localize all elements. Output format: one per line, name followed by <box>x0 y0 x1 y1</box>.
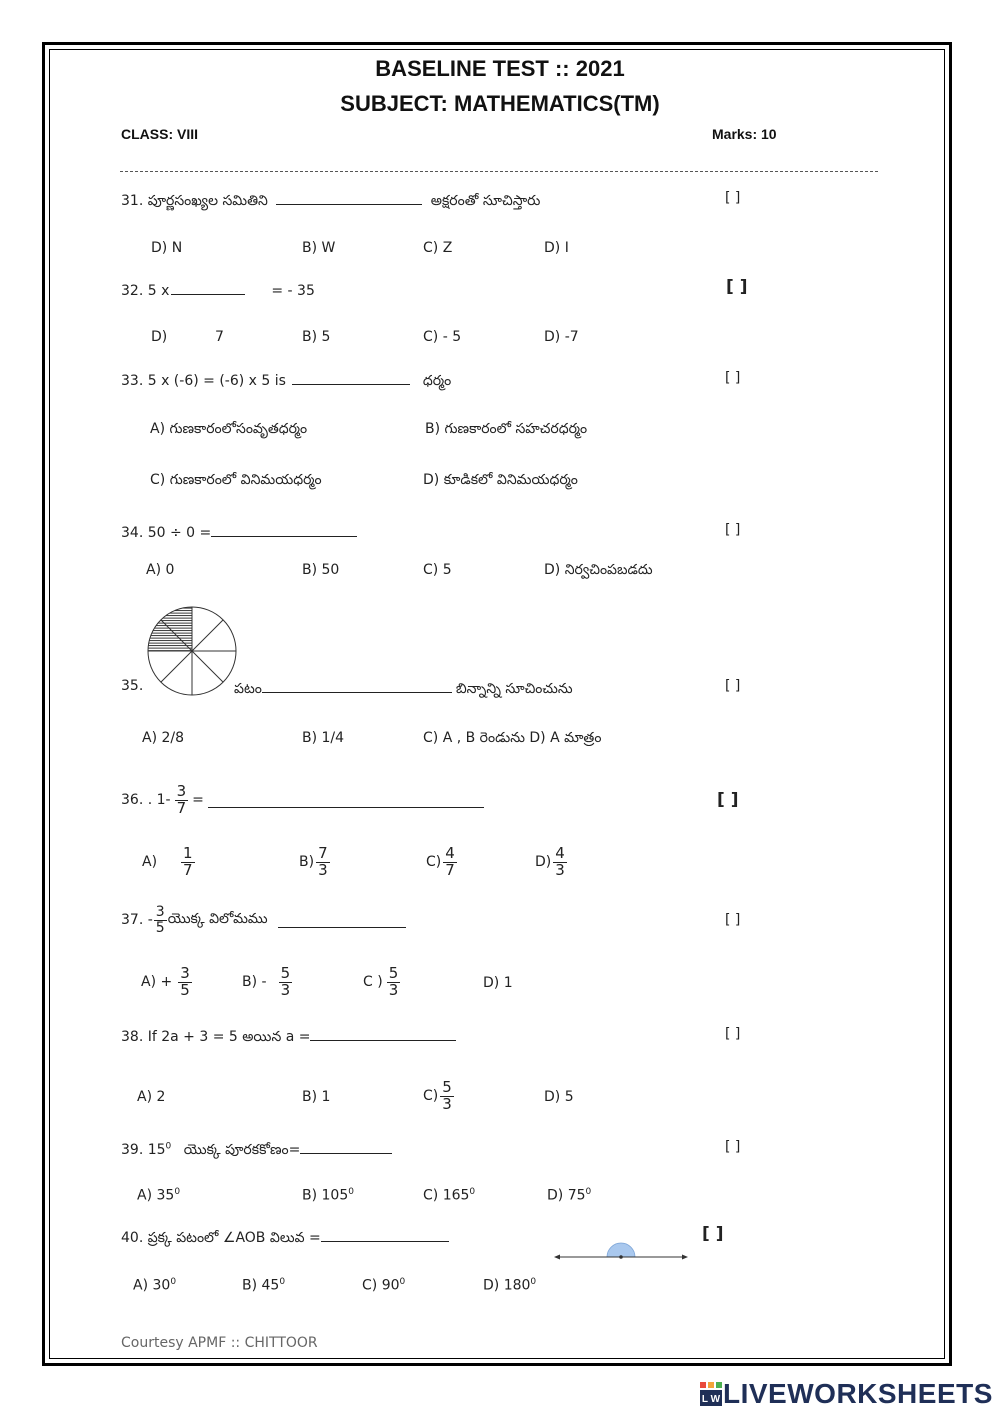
question-39: 39. $15^0$ యొక్క పూరకకోణం= <box>121 1139 392 1161</box>
question-35-number: 35. <box>121 678 144 694</box>
answer-bracket-34[interactable]: [ ] <box>725 522 741 538</box>
option-36-c[interactable]: C) $\frac{4}{7}$ <box>426 843 455 879</box>
option-34-d[interactable]: D) నిర్వచింపబడదు <box>544 562 653 578</box>
option-35-b[interactable]: B) 1/4 <box>302 730 345 746</box>
fraction-3-7: $\frac{3}{7}$ <box>176 781 187 817</box>
answer-blank[interactable] <box>208 793 484 808</box>
class-label: CLASS: VIII <box>121 126 199 142</box>
question-31: 31. పూర్ణసంఖ్యల సమితిని అక్షరంతో సూచిస్తారు <box>121 190 540 212</box>
option-33-b[interactable]: B) గుణకారంలో సహచరధర్మం <box>425 421 588 437</box>
straight-angle-figure <box>552 1236 690 1266</box>
courtesy-note: Courtesy APMF :: CHITTOOR <box>121 1335 318 1351</box>
option-33-d[interactable]: D) కూడికలో వినిమయధర్మం <box>423 472 578 488</box>
subject-title: SUBJECT: MATHEMATICS(TM) <box>340 91 660 116</box>
answer-blank[interactable] <box>262 678 452 693</box>
option-31-c[interactable]: C) Z <box>423 240 453 256</box>
liveworksheets-icon <box>699 1381 723 1407</box>
option-33-a[interactable]: A) గుణకారంలోసంవృతధర్మం <box>150 421 308 437</box>
option-35-c[interactable]: C) A , B రెండును D) A మాత్రం <box>423 730 602 746</box>
fraction-circle-figure <box>146 605 238 697</box>
liveworksheets-wordmark: LIVEWORKSHEETS <box>723 1378 993 1409</box>
option-36-b[interactable]: B) $\frac{7}{3}$ <box>299 843 328 879</box>
option-32-d[interactable]: D) -7 <box>544 329 579 345</box>
answer-bracket-36[interactable]: [ ] <box>717 790 739 810</box>
answer-bracket-33[interactable]: [ ] <box>725 370 741 386</box>
answer-bracket-32[interactable]: [ ] <box>726 277 748 297</box>
answer-blank[interactable] <box>300 1139 392 1154</box>
answer-blank[interactable] <box>292 370 410 385</box>
fraction-3-5: $\frac{3}{5}$ <box>155 903 165 936</box>
option-33-c[interactable]: C) గుణకారంలో వినిమయధర్మం <box>150 472 322 488</box>
answer-blank[interactable] <box>310 1026 456 1041</box>
option-39-b[interactable]: B) $105^0$ <box>302 1187 354 1204</box>
option-36-a[interactable]: A) $\frac{1}{7}$ <box>142 843 193 879</box>
option-31-d[interactable]: D) I <box>544 240 569 256</box>
option-38-b[interactable]: B) 1 <box>302 1089 331 1105</box>
option-34-a[interactable]: A) 0 <box>146 562 175 578</box>
answer-bracket-39[interactable]: [ ] <box>725 1139 741 1155</box>
option-32-a[interactable]: D) <box>151 329 168 345</box>
svg-text:L W: L W <box>701 1394 721 1405</box>
answer-bracket-38[interactable]: [ ] <box>725 1026 741 1042</box>
question-34: 34. 50 ÷ 0 = <box>121 522 357 541</box>
option-40-b[interactable]: B) $45^0$ <box>242 1277 286 1294</box>
test-title: BASELINE TEST :: 2021 <box>375 56 625 81</box>
option-37-c[interactable]: C ) $\frac{5}{3}$ <box>363 963 399 999</box>
question-38: 38. If 2a + 3 = 5 అయిన a = <box>121 1026 456 1048</box>
option-31-b[interactable]: B) W <box>302 240 336 256</box>
option-38-c[interactable]: C) $\frac{5}{3}$ <box>423 1077 452 1113</box>
option-38-a[interactable]: A) 2 <box>137 1089 166 1105</box>
question-32: 32. 5 x = - 35 <box>121 280 315 299</box>
option-37-b[interactable]: B) - $\frac{5}{3}$ <box>242 963 291 999</box>
option-37-d[interactable]: D) 1 <box>483 975 513 991</box>
marks-label: Marks: 10 <box>712 126 777 142</box>
answer-bracket-37[interactable]: [ ] <box>725 912 741 928</box>
question-40: 40. ప్రక్క పటంలో ∠AOB విలువ = <box>121 1227 449 1249</box>
question-37: 37. - $\frac{3}{5}$ యొక్క విలోమము <box>121 898 406 942</box>
answer-bracket-40[interactable]: [ ] <box>702 1224 724 1244</box>
question-33: 33. 5 x (-6) = (-6) x 5 is ధర్మం <box>121 370 451 392</box>
answer-blank[interactable] <box>278 913 406 928</box>
option-39-c[interactable]: C) $165^0$ <box>423 1187 476 1204</box>
answer-blank[interactable] <box>171 280 245 295</box>
option-32-c[interactable]: C) - 5 <box>423 329 462 345</box>
option-40-c[interactable]: C) $90^0$ <box>362 1277 406 1294</box>
option-38-d[interactable]: D) 5 <box>544 1089 574 1105</box>
question-35: పటం బిన్నాన్ని సూచించును <box>234 678 573 700</box>
option-35-a[interactable]: A) 2/8 <box>142 730 185 746</box>
question-36: 36. . 1- $\frac{3}{7}$ = <box>121 776 484 824</box>
liveworksheets-logo <box>699 1378 993 1410</box>
answer-blank[interactable] <box>211 522 357 537</box>
answer-blank[interactable] <box>321 1227 449 1242</box>
option-32-b[interactable]: B) 5 <box>302 329 331 345</box>
option-39-d[interactable]: D) $75^0$ <box>547 1187 592 1204</box>
option-34-c[interactable]: C) 5 <box>423 562 452 578</box>
answer-bracket-35[interactable]: [ ] <box>725 678 741 694</box>
option-40-a[interactable]: A) $30^0$ <box>133 1277 177 1294</box>
option-36-d[interactable]: D) $\frac{4}{3}$ <box>535 843 565 879</box>
option-32-a-value: 7 <box>215 329 224 345</box>
option-39-a[interactable]: A) $35^0$ <box>137 1187 181 1204</box>
option-37-a[interactable]: A) + $\frac{3}{5}$ <box>141 963 190 999</box>
header-divider <box>120 171 878 172</box>
option-40-d[interactable]: D) $180^0$ <box>483 1277 537 1294</box>
option-31-a[interactable]: D) N <box>151 240 183 256</box>
option-34-b[interactable]: B) 50 <box>302 562 340 578</box>
answer-bracket-31[interactable]: [ ] <box>725 190 741 206</box>
answer-blank[interactable] <box>276 190 422 205</box>
